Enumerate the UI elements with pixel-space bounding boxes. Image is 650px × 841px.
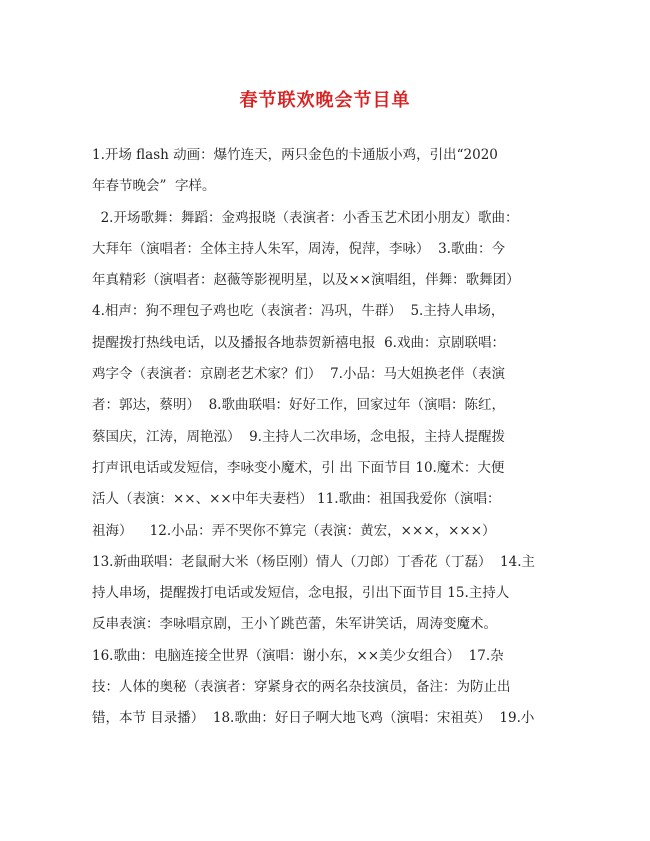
text-line: 错，本节 目录播） 18.歌曲：好日子啊大地飞鸡（演唱：宋祖英） 19.小: [92, 710, 535, 727]
text-line: 打声讯电话或发短信，李咏变小魔术，引 出 下面节目 10.魔术：大便: [92, 459, 505, 476]
document-title: 春节联欢晚会节目单: [239, 90, 411, 111]
text-line: 年真精彩（演唱者：赵薇等影视明星，以及××演唱组，伴舞：歌舞团）: [92, 272, 520, 289]
text-line: 1.开场 flash 动画：爆竹连天，两只金色的卡通版小鸡，引出“2020: [92, 147, 498, 163]
text-line: 16.歌曲：电脑连接全世界（演唱：谢小东，××美少女组合） 17.杂: [92, 647, 504, 664]
text-line: 祖海） 12.小品：弄不哭你不算完（表演：黄宏，×××，×××）: [92, 522, 496, 539]
text-line: 反串表演：李咏唱京剧，王小丫跳芭蕾，朱军讲笑话，周涛变魔术。: [92, 616, 497, 633]
text-line: 2.开场歌舞：舞蹈：金鸡报晓（表演者：小香玉艺术团小朋友）歌曲：: [92, 209, 519, 226]
text-line: 提醒拨打热线电话，以及播报各地恭贺新禧电报 6.戏曲：京剧联唱：: [92, 334, 505, 351]
text-line: 大拜年（演唱者：全体主持人朱军，周涛，倪萍，李咏） 3.歌曲：今: [92, 240, 505, 257]
text-line: 鸡字令（表演者：京剧老艺术家？们） 7.小品：马大姐换老伴（表演: [92, 366, 505, 383]
text-line: 技：人体的奥秘（表演者：穿紧身衣的两名杂技演员，备注：为防止出: [92, 679, 511, 696]
text-line: 4.相声：狗不理包子鸡也吃（表演者：冯巩，牛群） 5.主持人串场，: [92, 303, 505, 320]
program-list-text: [92, 140, 592, 735]
text-line: 活人（表演：××、××中年夫妻档） 11.歌曲：祖国我爱你（演唱：: [92, 491, 501, 508]
text-line: 持人串场，提醒拨打电话或发短信，念电报，引出下面节目 15.主持人: [92, 585, 510, 602]
text-line: 者：郭达，蔡明） 8.歌曲联唱：好好工作，回家过年（演唱：陈红，: [92, 397, 505, 414]
text-line: 年春节晚会” 字样。: [92, 178, 216, 195]
text-line: 13.新曲联唱：老鼠耐大米（杨臣刚）情人（刀郎）丁香花（丁磊） 14.主: [92, 553, 536, 570]
text-line: 蔡国庆，江涛，周艳泓） 9.主持人二次串场，念电报，主持人提醒拨: [92, 428, 505, 445]
